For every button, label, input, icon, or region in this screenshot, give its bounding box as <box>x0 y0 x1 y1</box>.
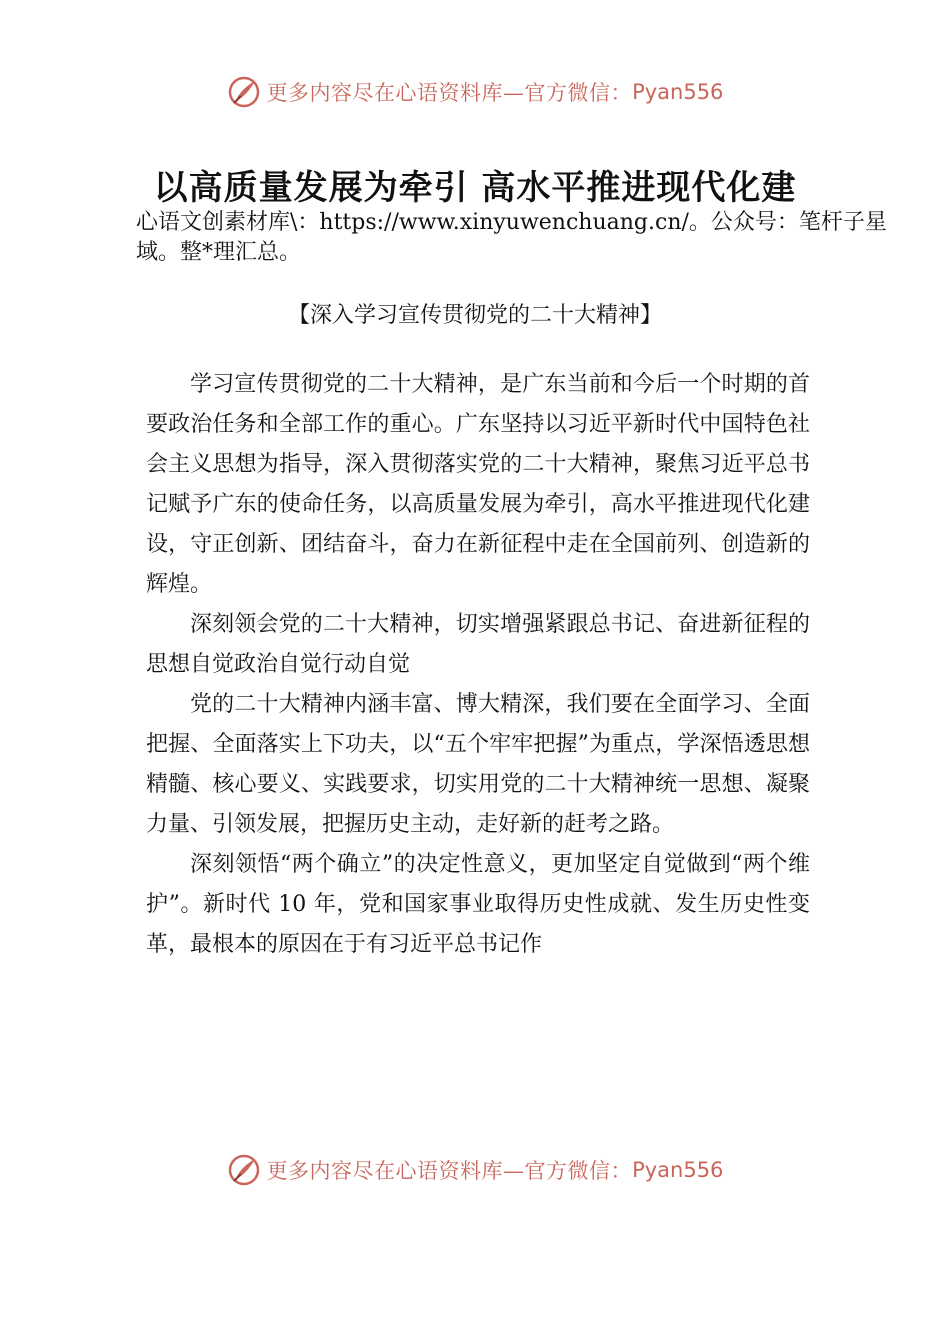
document-body <box>146 365 810 965</box>
paragraph: 深刻领会党的二十大精神，切实增强紧跟总书记、奋进新征程的思想自觉政治自觉行动自觉 <box>146 612 810 677</box>
paragraph: 党的二十大精神内涵丰富、博大精深，我们要在全面学习、全面把握、全面落实上下功夫，以“五个牢牢把握”为重点，学深悟透思想精髓、核心要义、实践要求，切实用党的二十大精神统一思想、凝聚力量、引领发展，把握历史主动，走好新的赶考之路。 <box>146 692 810 837</box>
section-heading: 【深入学习宣传贯彻党的二十大精神】 <box>287 303 662 328</box>
paragraph: 学习宣传贯彻党的二十大精神，是广东当前和今后一个时期的首要政治任务和全部工作的重心。广东坚持以习近平新时代中国特色社会主义思想为指导，深入贯彻落实党的二十大精神，聚焦习近平总书记赋予广东的使命任务，以高质量发展为牵引，高水平推进现代化建设，守正创新、团结奋斗，奋力在新征程中走在全国前列、创造新的辉煌。 <box>146 372 810 597</box>
banner-text: 更多内容尽在心语资料库—官方微信： <box>266 81 633 105</box>
document-title: 以高质量发展为牵引 高水平推进现代化建 <box>153 168 797 208</box>
banner-text: 更多内容尽在心语资料库—官方微信： <box>266 1159 633 1183</box>
banner-wechat-id: Pyan556 <box>632 80 724 104</box>
banner-wechat-id: Pyan556 <box>632 1158 724 1182</box>
footer-banner <box>0 1150 950 1190</box>
header-banner <box>0 72 950 112</box>
source-line: 心语文创素材库\：https://www.xinyuwenchuang.cn/。公众号：笔杆子星域。整*理汇总。 <box>136 210 887 265</box>
feather-pen-icon <box>227 75 261 109</box>
paragraph: 深刻领悟“两个确立”的决定性意义，更加坚定自觉做到“两个维护”。新时代 10 年，党和国家事业取得历史性成就、发生历史性变革，最根本的原因在于有习近平总书记作 <box>146 852 810 957</box>
feather-pen-icon <box>227 1153 261 1187</box>
